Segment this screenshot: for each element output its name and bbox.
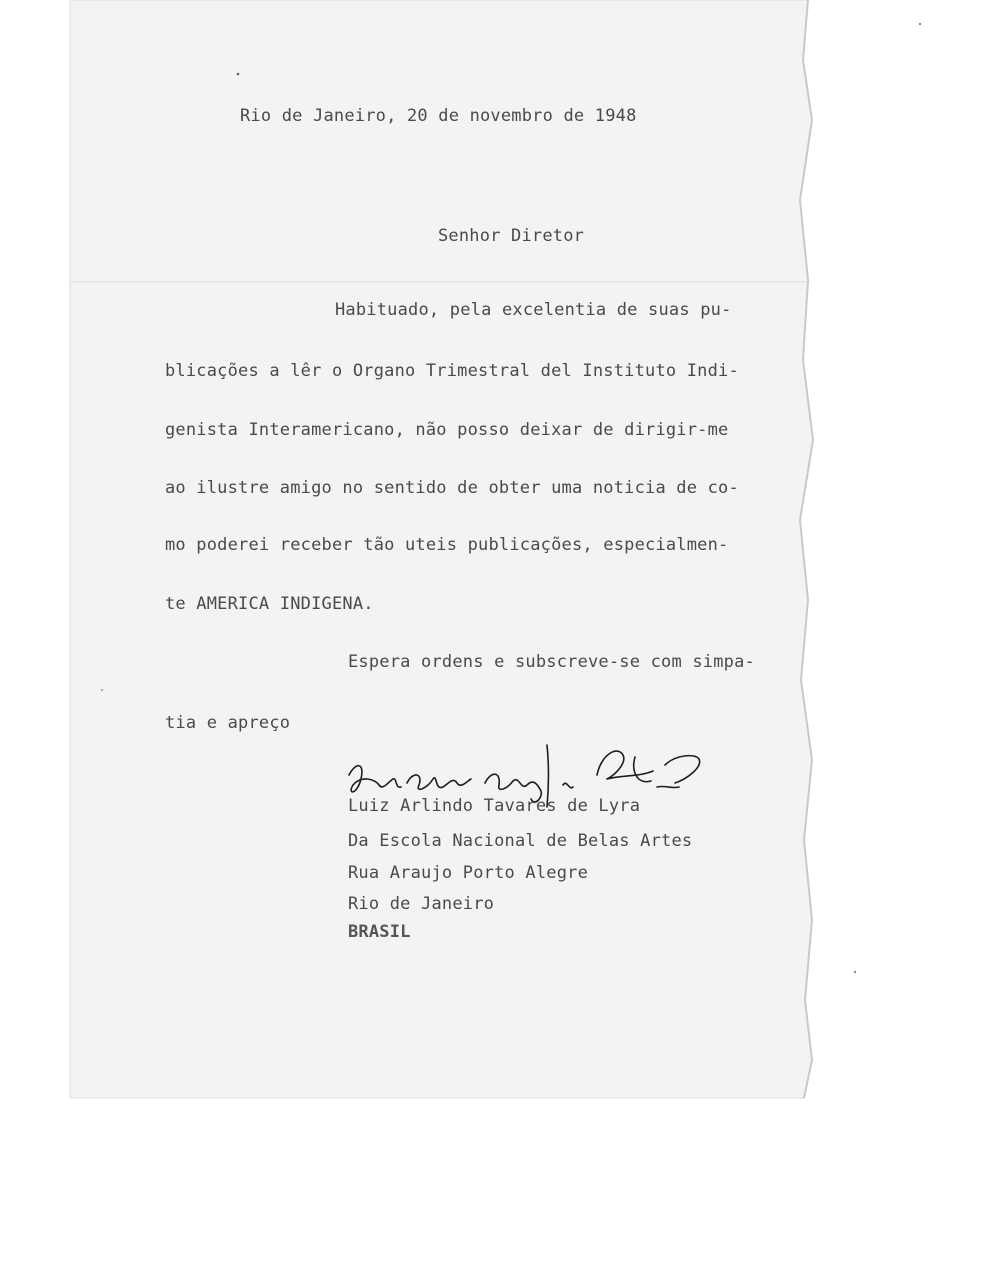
date-line: Rio de Janeiro, 20 de novembro de 1948 (240, 106, 637, 126)
body-line: genista Interamericano, não posso deixar de dirigir-me (165, 420, 729, 440)
body-line: mo poderei receber tão uteis publicações, especialmen- (165, 535, 729, 555)
speck (237, 73, 240, 76)
address-street: Rua Araujo Porto Alegre (348, 863, 589, 883)
speck (919, 23, 921, 25)
address-city: Rio de Janeiro (348, 894, 495, 914)
closing-line: tia e apreço (165, 713, 291, 733)
speck (854, 971, 856, 973)
body-line: ao ilustre amigo no sentido de obter uma noticia de co- (165, 478, 739, 498)
speck (101, 689, 103, 691)
closing-line: Espera ordens e subscreve-se com simpa- (348, 652, 755, 672)
salutation: Senhor Diretor (438, 226, 585, 246)
body-line: blicações a lêr o Organo Trimestral del Instituto Indi- (165, 361, 739, 381)
signatory-name: Luiz Arlindo Tavares de Lyra (348, 796, 641, 816)
body-line: te AMERICA INDIGENA. (165, 594, 374, 614)
signatory-institution: Da Escola Nacional de Belas Artes (348, 831, 693, 851)
address-country: BRASIL (348, 922, 411, 942)
body-line: Habituado, pela excelentia de suas pu- (335, 300, 732, 320)
